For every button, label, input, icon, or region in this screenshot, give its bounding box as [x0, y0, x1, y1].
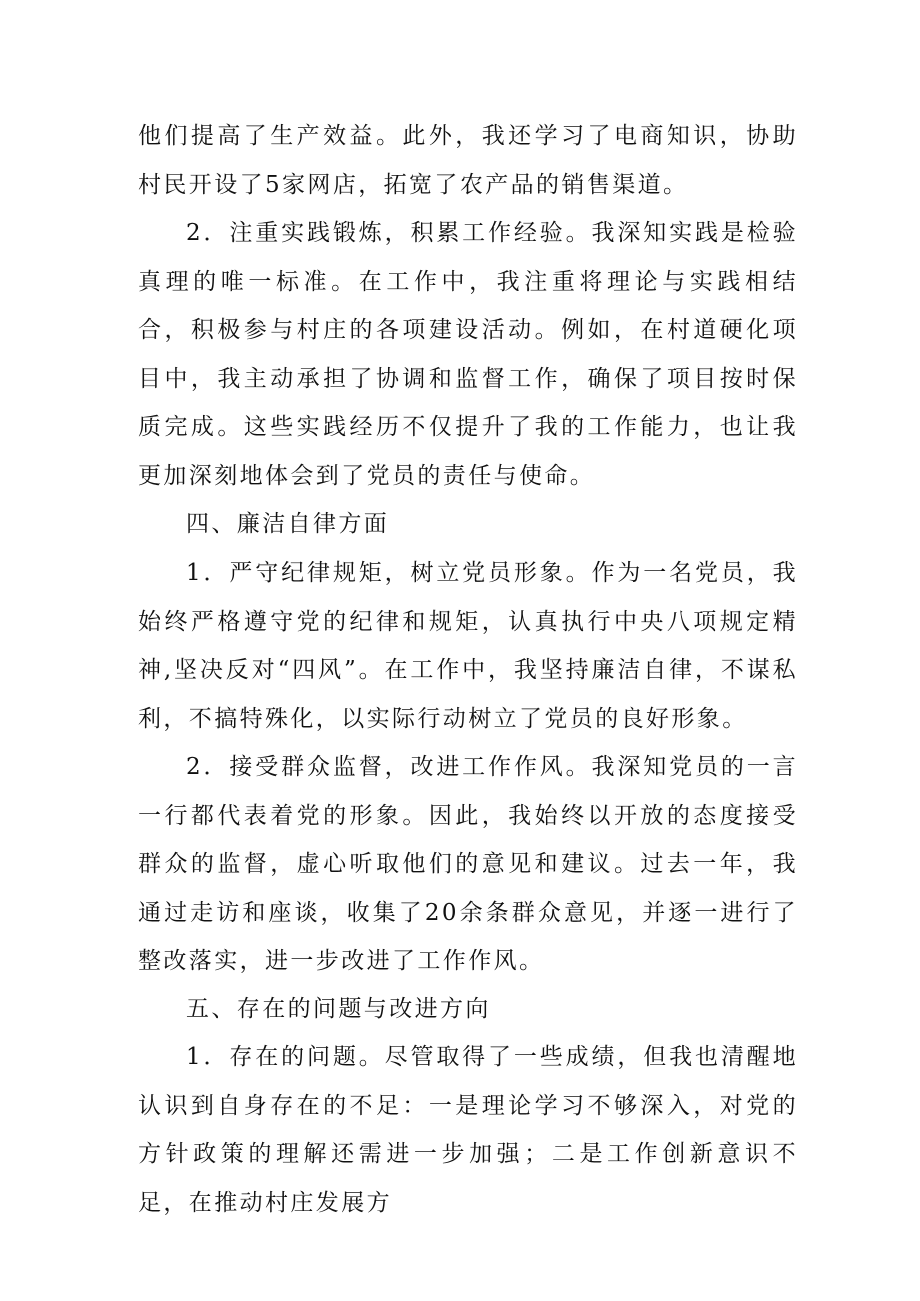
- paragraph-supervision: 2．接受群众监督，改进工作作风。我深知党员的一言一行都代表着党的形象。因此，我始终以开放的态度接受群众的监督，虚心听取他们的意见和建议。过去一年，我通过走访和座谈，收集了20余条群众意见，并逐一进行了整改落实，进一步改进了工作作风。: [138, 754, 798, 974]
- section-heading-integrity: 四、廉洁自律方面: [186, 511, 390, 537]
- section-heading-problems: 五、存在的问题与改进方向: [186, 996, 491, 1022]
- paragraph-continuation: 他们提高了生产效益。此外，我还学习了电商知识，协助村民开设了5家网店，拓宽了农产品的销售渠道。: [138, 123, 798, 198]
- paragraph-problems: 1．存在的问题。尽管取得了一些成绩，但我也清醒地认识到自身存在的不足：一是理论学习不够深入，对党的方针政策的理解还需进一步加强；二是工作创新意识不足，在推动村庄发展方: [138, 1044, 798, 1216]
- paragraph-practice: 2．注重实践锻炼，积累工作经验。我深知实践是检验真理的唯一标准。在工作中，我注重将理论与实践相结合，积极参与村庄的各项建设活动。例如，在村道硬化项目中，我主动承担了协调和监督工作，确保了项目按时保质完成。这些实践经历不仅提升了我的工作能力，也让我更加深刻地体会到了党员的责任与使命。: [138, 220, 798, 489]
- paragraph-discipline: 1．严守纪律规矩，树立党员形象。作为一名党员，我始终严格遵守党的纪律和规矩，认真执行中央八项规定精神,坚决反对“四风”。在工作中，我坚持廉洁自律，不谋私利，不搞特殊化，以实际行动树立了党员的良好形象。: [138, 560, 798, 732]
